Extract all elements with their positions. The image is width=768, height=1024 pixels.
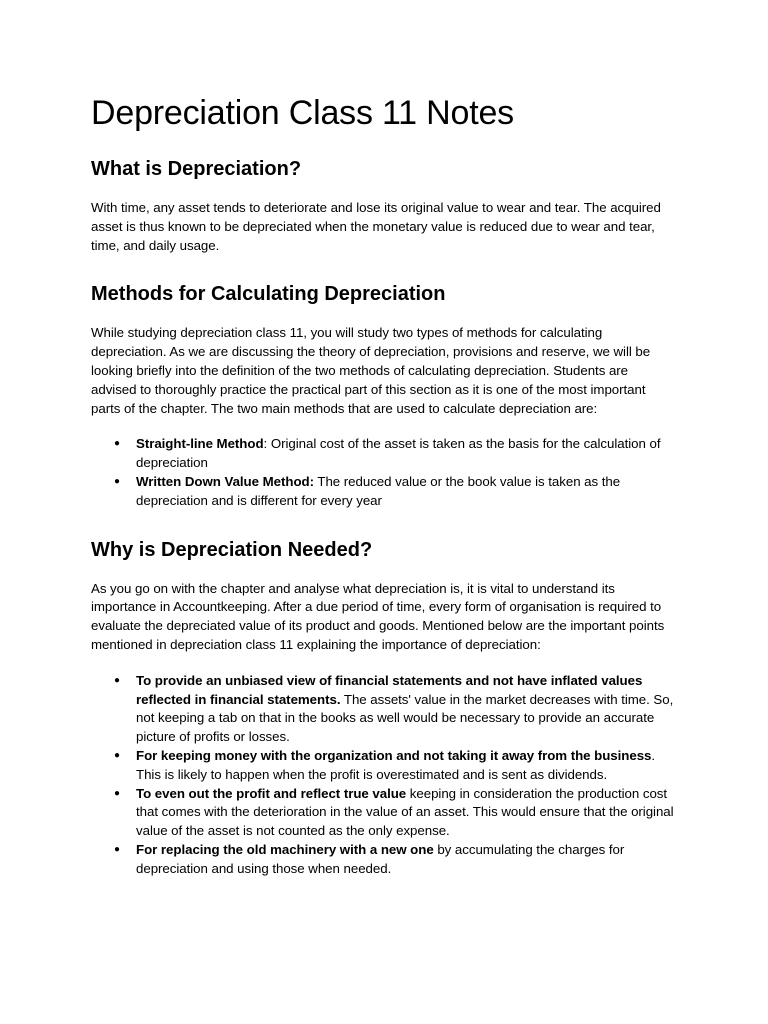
section-paragraph-why-needed: As you go on with the chapter and analyse what depreciation is, it is vital to understand its importance in Accountkeeping. After a due period of time, every form of organisation is required to evaluate the depreciated value of its product and goods. Mentioned below are the important points mentioned in depreciation class 11 explaining the importance of depreciation: [91, 580, 665, 652]
list-item-bold: For keeping money with the organization and not taking it away from the business [136, 747, 652, 763]
list-item-text: : Original cost of the asset is taken as the basis for the calculation of depreciation [136, 436, 661, 471]
list-item [91, 841, 677, 879]
list-item [91, 785, 677, 841]
page-title: Depreciation Class 11 Notes [91, 94, 514, 132]
list-item [91, 747, 677, 785]
bullet-icon: ● [114, 843, 120, 855]
section-heading-methods: Methods for Calculating Depreciation [91, 283, 446, 306]
bullet-icon: ● [114, 438, 120, 450]
section-paragraph-methods: While studying depreciation class 11, you will study two types of methods for calculating depreciation. As we are discussing the theory of depreciation, provisions and reserve, we will be looking briefly into the definition of the two methods of calculating depreciation. Students are advised to thoroughly practice the practical part of this section as it is one of the most important parts of the chapter. The two main methods that are used to calculate depreciation are: [91, 325, 651, 416]
importance-bullet-list [91, 672, 677, 879]
list-item-bold: Straight-line Method [136, 436, 264, 452]
list-item-bold: For replacing the old machinery with a new one [136, 841, 434, 857]
section-paragraph-what-is-depreciation: With time, any asset tends to deteriorate and lose its original value to wear and tear. The acquired asset is thus known to be depreciated when the monetary value is reduced due to wear and tear, time, and daily usage. [91, 200, 661, 253]
list-item-bold: Written Down Value Method: [136, 473, 314, 489]
list-item-text: by accumulating the charges for depreciation and using those when needed. [136, 841, 625, 876]
list-item [91, 672, 677, 747]
list-item [91, 473, 677, 511]
list-item-bold: To even out the profit and reflect true value [136, 785, 407, 801]
bullet-icon: ● [114, 674, 120, 686]
bullet-icon: ● [114, 749, 120, 761]
list-item-text: The reduced value or the book value is taken as the depreciation and is different for every year [136, 473, 621, 508]
bullet-icon: ● [114, 475, 120, 487]
methods-bullet-list [91, 435, 677, 510]
bullet-icon: ● [114, 787, 120, 799]
list-item-text: . This is likely to happen when the profit is overestimated and is sent as dividends. [136, 747, 656, 782]
section-heading-why-needed: Why is Depreciation Needed? [91, 538, 373, 561]
list-item-text: The assets' value in the market decreases with time. So, not keeping a tab on that in the books as well would be necessary to provide an accurate picture of profits or losses. [136, 691, 674, 745]
list-item-text: keeping in consideration the production cost that comes with the deterioration in the value of an asset. This would ensure that the original value of the asset is not counted as the only expense. [136, 785, 674, 839]
section-heading-what-is-depreciation: What is Depreciation? [91, 158, 302, 180]
list-item [91, 435, 677, 473]
list-item-bold: To provide an unbiased view of financial statements and not have inflated values reflected in financial statements. [136, 672, 643, 707]
